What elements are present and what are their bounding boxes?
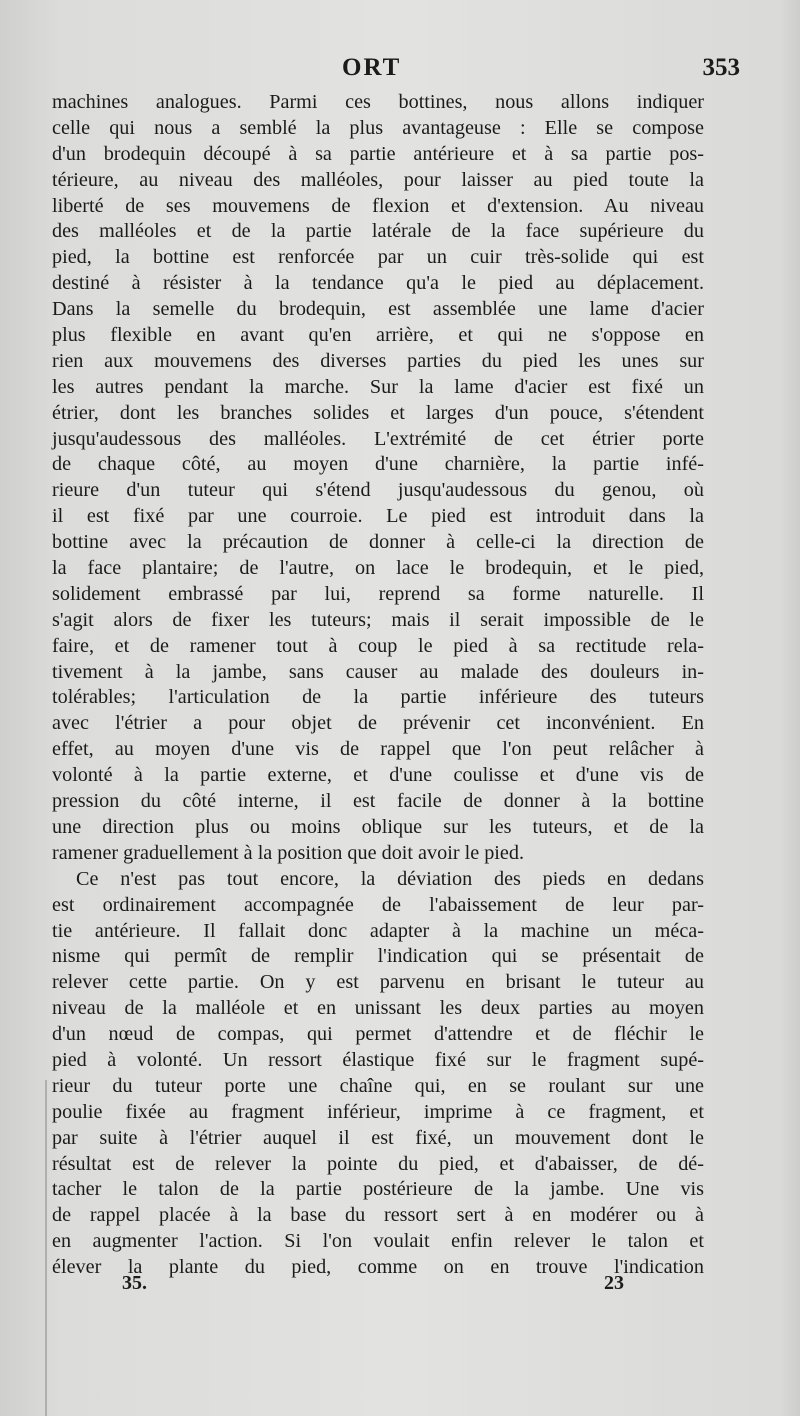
text-line: d'un brodequin découpé à sa partie antérieure et à sa partie pos-: [52, 142, 704, 165]
text-line: machines analogues. Parmi ces bottines, nous allons indiquer: [52, 91, 704, 113]
text-line: tivement à la jambe, sans causer au malade des douleurs in-: [52, 660, 704, 683]
text-line: tolérables; l'articulation de la partie inférieure des tuteurs: [52, 686, 704, 709]
text-line: s'agit alors de fixer les tuteurs; mais il serait impossible de le: [52, 608, 704, 631]
text-line: Dans la semelle du brodequin, est assemblée une lame d'acier: [52, 298, 704, 321]
text-line: la face plantaire; de l'autre, on lace le brodequin, et le pied,: [52, 557, 704, 580]
body-text: [52, 90, 704, 1281]
text-line: nisme qui permît de remplir l'indication qui se présentait de: [52, 945, 704, 968]
text-line: plus flexible en avant qu'en arrière, et qui ne s'oppose en: [52, 324, 704, 347]
text-line: les autres pendant la marche. Sur la lame d'acier est fixé un: [52, 375, 704, 398]
text-line: résultat est de relever la pointe du pied, et d'abaisser, de dé-: [52, 1152, 704, 1175]
text-line: destiné à résister à la tendance qu'a le pied au déplacement.: [52, 272, 704, 295]
text-line: par suite à l'étrier auquel il est fixé, un mouvement dont le: [52, 1126, 704, 1149]
text-line: ramener graduellement à la position que doit avoir le pied.: [52, 841, 525, 864]
text-line: de rappel placée à la base du ressort sert à en modérer ou à: [52, 1204, 704, 1227]
text-line: étrier, dont les branches solides et larges d'un pouce, s'étendent: [52, 401, 704, 424]
text-line: de chaque côté, au moyen d'une charnière, la partie infé-: [52, 453, 704, 476]
text-line: effet, au moyen d'une vis de rappel que l'on peut relâcher à: [52, 738, 704, 761]
text-line: avec l'étrier a pour objet de prévenir cet inconvénient. En: [52, 712, 704, 735]
page-number: 353: [702, 54, 740, 81]
text-line: il est fixé par une courroie. Le pied est introduit dans la: [52, 505, 704, 528]
text-line: des malléoles et de la partie latérale de la face supérieure du: [52, 220, 704, 243]
text-line: bottine avec la précaution de donner à celle-ci la direction de: [52, 531, 704, 554]
text-line: liberté de ses mouvemens de flexion et d'extension. Au niveau: [52, 194, 704, 217]
page-header: [52, 54, 740, 86]
text-line: tie antérieure. Il fallait donc adapter à la machine un méca-: [52, 919, 704, 942]
text-line: rieure d'un tuteur qui s'étend jusqu'audessous du genou, où: [52, 479, 704, 502]
text-line: rieur du tuteur porte une chaîne qui, en se roulant sur une: [52, 1074, 704, 1097]
text-line: térieure, au niveau des malléoles, pour laisser au pied toute la: [52, 168, 704, 191]
text-line: poulie fixée au fragment inférieur, imprime à ce fragment, et: [52, 1100, 704, 1123]
text-line: pied, la bottine est renforcée par un cuir très-solide qui est: [52, 246, 704, 269]
text-line: pied à volonté. Un ressort élastique fixé sur le fragment supé-: [52, 1048, 704, 1071]
text-line: faire, et de ramener tout à coup le pied à sa rectitude rela-: [52, 634, 704, 657]
text-line: volonté à la partie externe, et d'une coulisse et d'une vis de: [52, 764, 704, 787]
gathering-number: 23: [604, 1272, 624, 1294]
running-head: ORT: [342, 54, 402, 81]
gutter-shadow: [45, 1080, 47, 1416]
text-line: une direction plus ou moins oblique sur les tuteurs, et de la: [52, 815, 704, 838]
text-line: relever cette partie. On y est parvenu en brisant le tuteur au: [52, 971, 704, 994]
text-line: Ce n'est pas tout encore, la déviation des pieds en dedans: [76, 867, 704, 890]
text-line: pression du côté interne, il est facile de donner à la bottine: [52, 790, 704, 813]
text-line: jusqu'audessous des malléoles. L'extrémité de cet étrier porte: [52, 427, 704, 450]
text-line: solidement embrassé par lui, reprend sa forme naturelle. Il: [52, 582, 704, 605]
text-line: d'un nœud de compas, qui permet d'attendre et de fléchir le: [52, 1023, 704, 1046]
text-line: tacher le talon de la partie postérieure de la jambe. Une vis: [52, 1178, 704, 1201]
page-footer: [52, 1272, 704, 1302]
text-line: élever la plante du pied, comme on en trouve l'indication: [52, 1256, 704, 1279]
text-line: niveau de la malléole et en unissant les deux parties au moyen: [52, 997, 704, 1020]
text-line: en augmenter l'action. Si l'on voulait enfin relever le talon et: [52, 1230, 704, 1253]
text-line: rien aux mouvemens des diverses parties du pied les unes sur: [52, 349, 704, 372]
text-line: est ordinairement accompagnée de l'abaissement de leur par-: [52, 893, 704, 916]
signature-mark: 35.: [122, 1272, 147, 1294]
text-line: celle qui nous a semblé la plus avantageuse : Elle se compose: [52, 116, 704, 139]
